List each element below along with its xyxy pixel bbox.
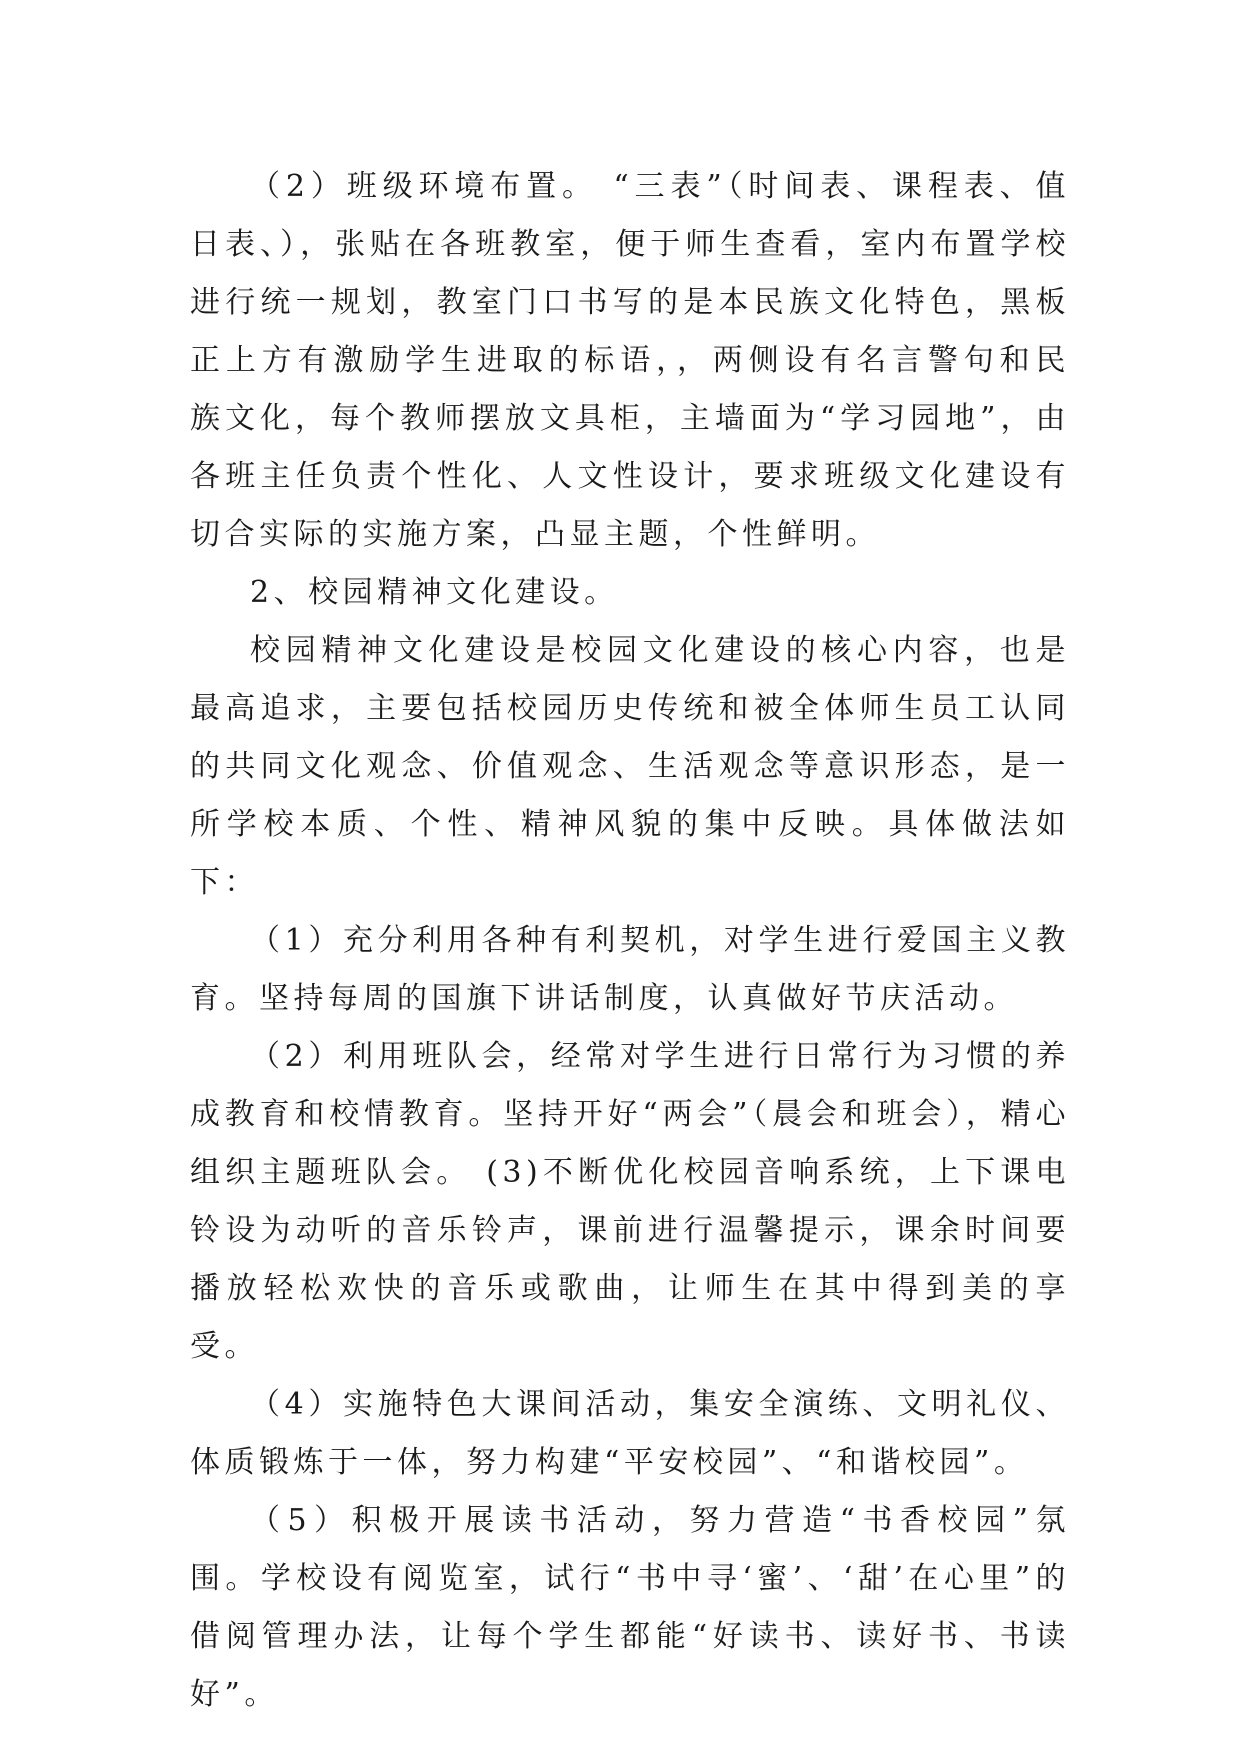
document-body [190,158,1070,1724]
paragraph-item-4-break-activity: （4）实施特色大课间活动，集安全演练、文明礼仪、体质锻炼于一体，努力构建“平安校园”、“和谐校园”。 [190,1387,1070,1480]
paragraph-item-5-reading: （5）积极开展读书活动，努力营造“书香校园”氛围。学校设有阅览室，试行“书中寻‘蜜’、‘甜’在心里”的借阅管理办法，让每个学生都能“好读书、读好书、书读好”。 [190,1503,1070,1712]
section-heading-spiritual-culture: 2、校园精神文化建设。 [250,575,619,610]
paragraph-spiritual-culture-intro: 校园精神文化建设是校园文化建设的核心内容，也是最高追求，主要包括校园历史传统和被全体师生员工认同的共同文化观念、价值观念、生活观念等意识形态，是一所学校本质、个性、精神风貌的集中反映。具体做法如下： [190,633,1070,900]
paragraph-item-1-patriotism: （1）充分利用各种有利契机，对学生进行爱国主义教育。坚持每周的国旗下讲话制度，认真做好节庆活动。 [190,923,1070,1016]
paragraph-class-environment: （2）班级环境布置。 “三表”（时间表、课程表、值日表、），张贴在各班教室，便于师生查看，室内布置学校进行统一规划，教室门口书写的是本民族文化特色，黑板正上方有激励学生进取的标语，，两侧设有名言警句和民族文化，每个教师摆放文具柜，主墙面为“学习园地”，由各班主任负责个性化、人文性设计，要求班级文化建设有切合实际的实施方案，凸显主题，个性鲜明。 [190,169,1070,552]
paragraph-item-2-class-meeting: （2）利用班队会，经常对学生进行日常行为习惯的养成教育和校情教育。坚持开好“两会”（晨会和班会），精心组织主题班队会。 (3)不断优化校园音响系统，上下课电铃设为动听的音乐铃声，课前进行温馨提示，课余时间要播放轻松欢快的音乐或歌曲，让师生在其中得到美的享受。 [190,1039,1070,1364]
